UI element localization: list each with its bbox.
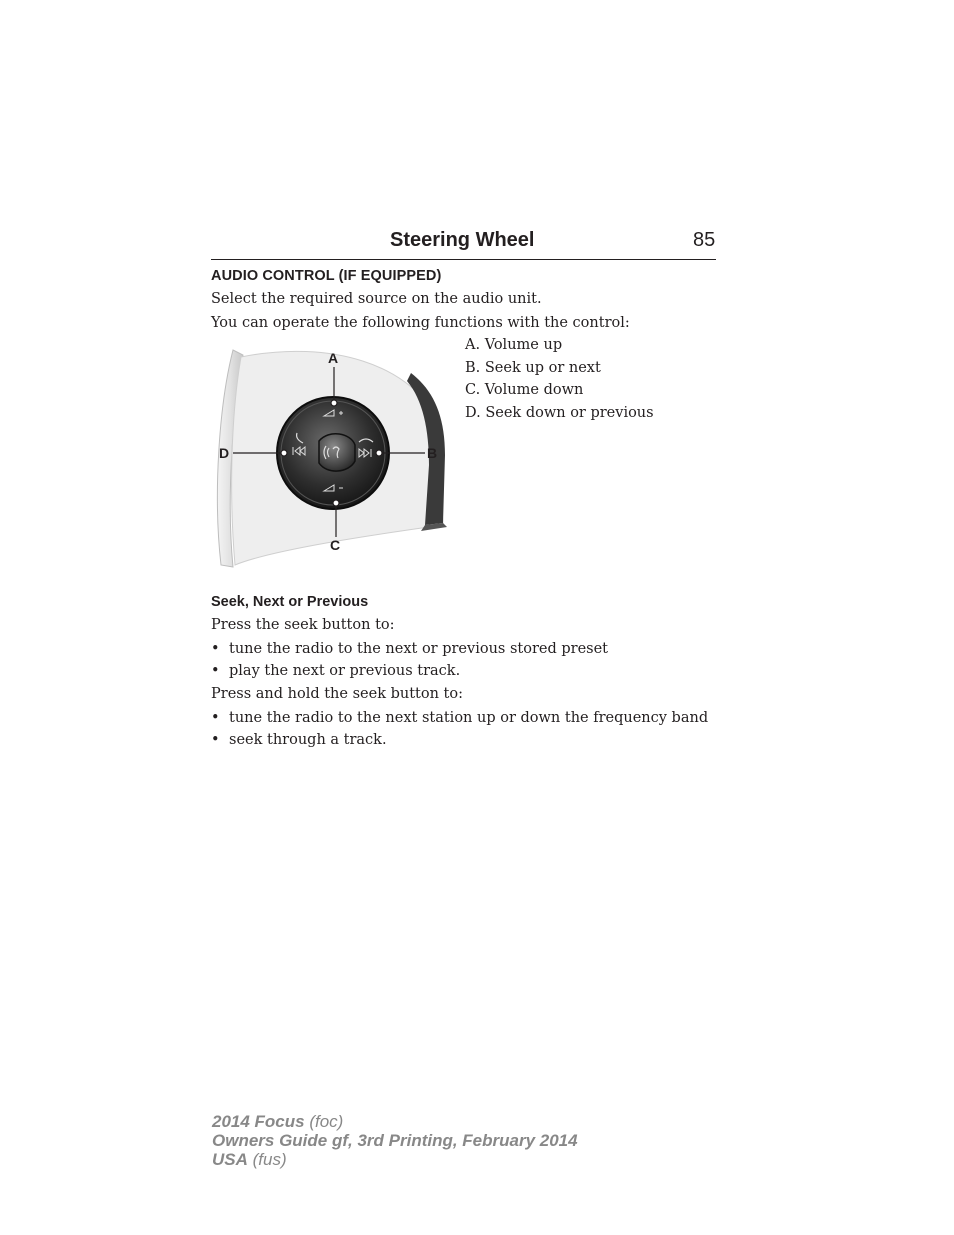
callout-dot-a: [331, 400, 337, 406]
section-heading: AUDIO CONTROL (IF EQUIPPED): [211, 268, 442, 284]
page-number: 85: [693, 229, 716, 251]
legend-item-a: A. Volume up: [465, 337, 563, 353]
intro-paragraph-2: You can operate the following functions with the control:: [211, 315, 630, 331]
header-rule: [211, 259, 716, 260]
footer-guide-line: [212, 1131, 578, 1151]
press-bullet-1: [211, 641, 608, 657]
bullet-marker: •: [211, 663, 220, 679]
footer-market-code: (fus): [252, 1150, 287, 1169]
bullet-text: tune the radio to the next station up or down the frequency band: [229, 710, 709, 726]
callout-label-a: A: [328, 350, 339, 366]
footer-model-line: [212, 1112, 343, 1132]
bullet-text: tune the radio to the next or previous stored preset: [229, 641, 608, 657]
legend-item-d: D. Seek down or previous: [465, 405, 654, 421]
hold-bullet-1: [211, 710, 708, 726]
footer-model: 2014 Focus: [212, 1112, 305, 1131]
press-bullet-2: [211, 663, 460, 679]
page-header-title: Steering Wheel: [390, 229, 535, 251]
legend-item-b: B. Seek up or next: [465, 360, 601, 376]
bullet-marker: •: [211, 710, 220, 726]
bullet-text: seek through a track.: [229, 732, 387, 748]
intro-paragraph-1: Select the required source on the audio unit.: [211, 291, 542, 307]
footer-market-line: [212, 1150, 287, 1170]
steering-wheel-audio-control-illustration: [211, 345, 456, 570]
legend-item-c: C. Volume down: [465, 382, 584, 398]
callout-dot-c: [333, 500, 339, 506]
bullet-text: play the next or previous track.: [229, 663, 461, 679]
callout-dot-b: [376, 450, 382, 456]
bullet-marker: •: [211, 641, 220, 657]
hold-bullet-2: [211, 732, 387, 748]
bullet-marker: •: [211, 732, 220, 748]
hold-intro: Press and hold the seek button to:: [211, 686, 463, 702]
callout-label-d: D: [219, 445, 230, 461]
callout-label-c: C: [330, 537, 341, 553]
press-intro: Press the seek button to:: [211, 617, 395, 633]
footer-market: USA: [212, 1150, 248, 1169]
callout-dot-d: [281, 450, 287, 456]
footer-guide: Owners Guide gf, 3rd Printing, February 2014: [212, 1131, 578, 1150]
callout-label-b: B: [427, 445, 438, 461]
seek-subheading: Seek, Next or Previous: [211, 594, 369, 610]
footer-model-code: (foc): [309, 1112, 344, 1131]
